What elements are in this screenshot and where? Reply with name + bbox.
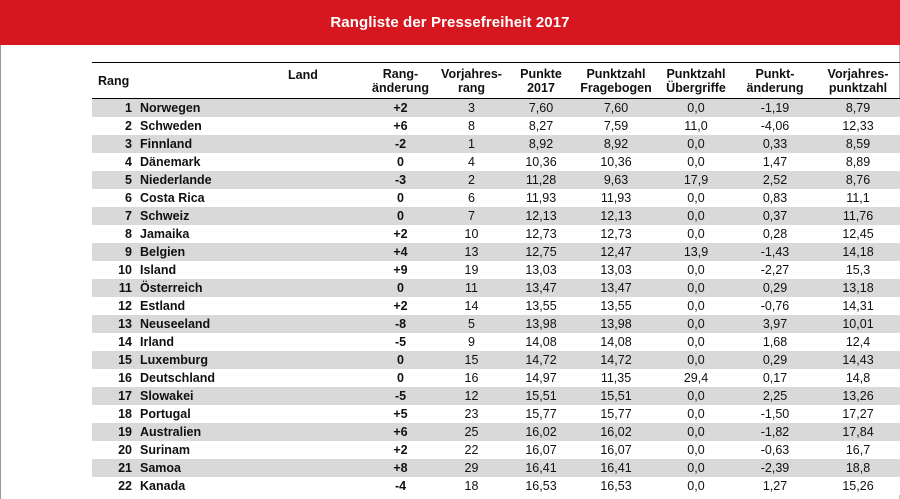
cell-prev-rank: 11 [465,281,478,295]
cell-points-attacks: 0,0 [687,407,705,421]
cell-points-attacks: 0,0 [687,353,705,367]
cell-rank: 4 [125,155,132,169]
cell-rank: 11 [118,281,132,295]
cell-points: 8,92 [528,137,554,151]
cell-points-questionnaire: 12,47 [600,245,632,259]
cell-prev-points: 12,45 [842,227,874,241]
cell-points-change: 0,17 [762,371,788,385]
press-freedom-table [92,62,900,495]
cell-prev-rank: 3 [468,101,475,115]
table-row [92,387,900,405]
cell-points-attacks: 0,0 [687,299,705,313]
cell-land: Norwegen [140,101,201,115]
cell-prev-points: 8,89 [845,155,871,169]
cell-prev-rank: 5 [468,317,475,331]
cell-prev-rank: 10 [464,227,479,241]
cell-rank-change: 0 [397,281,404,295]
table-row [92,369,900,387]
cell-points-questionnaire: 7,60 [603,101,629,115]
cell-points: 14,97 [525,371,557,385]
cell-prev-points: 13,18 [842,281,874,295]
cell-rank-change: +5 [393,407,408,421]
cell-points: 11,93 [525,191,557,205]
cell-points-change: -2,39 [760,461,790,475]
table-row [92,477,900,495]
table-row [92,459,900,477]
cell-prev-rank: 6 [468,191,475,205]
cell-points: 15,77 [525,407,557,421]
cell-points-change: -2,27 [760,263,790,277]
cell-rank-change: 0 [397,371,404,385]
cell-points: 12,73 [525,227,557,241]
header-points-attacks: Punktzahl Übergriffe [658,63,734,99]
header-row [92,63,900,99]
table-row [92,135,900,153]
cell-prev-rank: 15 [464,353,479,367]
cell-points-questionnaire: 11,93 [600,191,632,205]
cell-points-attacks: 0,0 [687,137,705,151]
cell-points: 16,02 [525,425,557,439]
cell-rank: 18 [118,407,132,421]
cell-prev-rank: 12 [464,389,479,403]
table-row [92,297,900,315]
cell-points-questionnaire: 10,36 [600,155,632,169]
header-prev-rank: Vorjahres- rang [435,63,508,99]
cell-prev-points: 14,31 [842,299,874,313]
table-row [92,117,900,135]
cell-points: 14,72 [525,353,557,367]
cell-points: 16,07 [525,443,557,457]
cell-points-change: 2,52 [762,173,788,187]
cell-prev-points: 11,1 [846,191,870,205]
cell-prev-points: 11,76 [842,209,874,223]
cell-rank-change: 0 [397,353,404,367]
cell-rank: 16 [118,371,132,385]
cell-points-change: -1,50 [760,407,790,421]
cell-land: Schweden [140,119,202,133]
table-row [92,351,900,369]
cell-land: Belgien [140,245,186,259]
cell-points-attacks: 0,0 [687,101,705,115]
cell-rank: 3 [125,137,132,151]
cell-prev-points: 14,43 [842,353,874,367]
cell-points-attacks: 0,0 [687,389,705,403]
cell-land: Dänemark [140,155,201,169]
cell-points-change: -1,82 [760,425,790,439]
cell-points-change: 0,29 [762,353,788,367]
table-row [92,189,900,207]
header-points-questionnaire: Punktzahl Fragebogen [574,63,658,99]
cell-prev-points: 15,26 [842,479,874,493]
cell-points: 13,03 [525,263,557,277]
cell-rank-change: -8 [394,317,407,331]
header-land: Land [138,63,366,99]
cell-rank-change: +2 [393,443,408,457]
cell-prev-points: 18,8 [845,461,871,475]
cell-land: Neuseeland [140,317,211,331]
table-row [92,315,900,333]
cell-land: Estland [140,299,186,313]
cell-prev-rank: 25 [464,425,479,439]
cell-land: Deutschland [140,371,216,385]
cell-prev-points: 14,18 [842,245,874,259]
cell-points-attacks: 0,0 [687,479,705,493]
cell-rank-change: +2 [393,227,408,241]
table-row [92,225,900,243]
cell-land: Samoa [140,461,181,475]
cell-points-attacks: 0,0 [687,209,705,223]
cell-prev-rank: 14 [464,299,479,313]
cell-prev-rank: 23 [464,407,479,421]
cell-points-attacks: 0,0 [687,317,705,331]
table-row [92,261,900,279]
cell-prev-rank: 29 [464,461,479,475]
table-row [92,207,900,225]
cell-land: Australien [140,425,202,439]
cell-land: Portugal [140,407,191,421]
table-row [92,153,900,171]
cell-prev-points: 8,59 [845,137,871,151]
title-banner [0,0,900,45]
cell-points-change: 2,25 [762,389,788,403]
cell-rank-change: 0 [397,155,404,169]
cell-points: 8,27 [528,119,554,133]
cell-points-questionnaire: 16,41 [600,461,632,475]
cell-points-questionnaire: 16,53 [600,479,632,493]
cell-points-questionnaire: 13,47 [600,281,632,295]
header-rank-change: Rang- änderung [366,63,435,99]
cell-prev-rank: 4 [468,155,475,169]
cell-rank: 2 [125,119,132,133]
cell-points: 13,47 [525,281,557,295]
cell-land: Luxemburg [140,353,209,367]
cell-points-change: 0,33 [762,137,788,151]
cell-points-change: -1,43 [760,245,790,259]
header-rank: Rang [92,63,138,99]
cell-points-attacks: 11,0 [684,119,708,133]
cell-land: Jamaika [140,227,190,241]
cell-points: 10,36 [525,155,557,169]
cell-rank-change: 0 [397,191,404,205]
cell-rank-change: -4 [394,479,407,493]
cell-points-change: 0,37 [762,209,788,223]
cell-points-questionnaire: 16,02 [600,425,632,439]
cell-points-questionnaire: 13,55 [600,299,632,313]
cell-rank-change: +6 [393,425,408,439]
cell-points: 13,98 [525,317,557,331]
table-row [92,333,900,351]
cell-points-questionnaire: 15,77 [600,407,632,421]
cell-prev-points: 17,84 [842,425,874,439]
cell-prev-rank: 8 [468,119,475,133]
cell-rank: 6 [125,191,132,205]
cell-land: Surinam [140,443,191,457]
cell-points-questionnaire: 9,63 [603,173,629,187]
cell-points: 13,55 [525,299,557,313]
cell-prev-rank: 13 [464,245,479,259]
cell-rank: 9 [125,245,132,259]
cell-prev-points: 8,79 [845,101,871,115]
cell-points-questionnaire: 15,51 [600,389,632,403]
cell-prev-points: 14,8 [845,371,871,385]
cell-rank: 14 [118,335,132,349]
cell-rank: 21 [118,461,132,475]
cell-rank-change: +8 [393,461,408,475]
cell-prev-rank: 19 [464,263,479,277]
cell-points-questionnaire: 12,73 [600,227,632,241]
cell-points-change: 0,29 [762,281,788,295]
cell-prev-points: 8,76 [845,173,871,187]
cell-prev-points: 16,7 [845,443,871,457]
cell-points: 16,41 [525,461,557,475]
cell-rank: 15 [118,353,132,367]
cell-points-attacks: 0,0 [687,227,705,241]
cell-land: Niederlande [140,173,212,187]
cell-points-attacks: 0,0 [687,281,705,295]
cell-rank-change: 0 [397,209,404,223]
cell-rank: 5 [125,173,132,187]
cell-rank-change: +2 [393,299,408,313]
cell-prev-points: 13,26 [842,389,874,403]
cell-prev-rank: 22 [464,443,479,457]
cell-points-questionnaire: 7,59 [603,119,629,133]
cell-points-questionnaire: 14,08 [600,335,632,349]
cell-rank: 20 [118,443,132,457]
cell-points-attacks: 0,0 [687,191,705,205]
cell-points-change: 1,68 [762,335,788,349]
table-row [92,171,900,189]
cell-points-questionnaire: 13,98 [600,317,632,331]
cell-prev-rank: 18 [464,479,479,493]
cell-points: 16,53 [525,479,557,493]
table-row [92,423,900,441]
page-title: Rangliste der Pressefreiheit 2017 [330,14,570,31]
cell-rank: 17 [118,389,132,403]
cell-points: 12,75 [525,245,557,259]
cell-points: 11,28 [525,173,557,187]
cell-points-change: 1,27 [762,479,788,493]
cell-points-attacks: 0,0 [687,155,705,169]
cell-prev-rank: 16 [464,371,479,385]
cell-rank-change: -5 [394,389,407,403]
cell-points-change: 0,83 [762,191,788,205]
cell-points: 7,60 [528,101,554,115]
cell-points-attacks: 0,0 [687,425,705,439]
cell-points-attacks: 17,9 [683,173,709,187]
cell-points: 12,13 [525,209,557,223]
cell-prev-points: 17,27 [842,407,874,421]
cell-points-questionnaire: 12,13 [600,209,632,223]
cell-land: Finnland [140,137,193,151]
cell-rank: 12 [118,299,132,313]
cell-rank: 1 [125,101,132,115]
table-row [92,99,900,118]
cell-prev-points: 10,01 [842,317,874,331]
cell-points-change: -4,06 [760,119,790,133]
cell-land: Österreich [140,281,203,295]
cell-points-change: -0,76 [760,299,790,313]
cell-points-questionnaire: 14,72 [600,353,632,367]
cell-points-change: 1,47 [762,155,788,169]
cell-land: Slowakei [140,389,194,403]
cell-rank: 8 [125,227,132,241]
cell-land: Costa Rica [140,191,205,205]
table-row [92,279,900,297]
cell-points-attacks: 0,0 [687,335,705,349]
cell-rank-change: +2 [393,101,408,115]
cell-points-questionnaire: 8,92 [603,137,629,151]
cell-rank-change: +6 [393,119,408,133]
table-row [92,243,900,261]
cell-points: 15,51 [525,389,557,403]
cell-rank-change: -2 [394,137,407,151]
cell-land: Irland [140,335,175,349]
cell-land: Island [140,263,177,277]
cell-rank: 19 [118,425,132,439]
cell-rank: 22 [118,479,132,493]
cell-points-attacks: 0,0 [687,263,705,277]
cell-prev-points: 15,3 [845,263,871,277]
cell-land: Schweiz [140,209,190,223]
cell-points-change: 3,97 [762,317,788,331]
cell-points-attacks: 0,0 [687,443,705,457]
left-border [0,45,1,499]
cell-points-questionnaire: 16,07 [600,443,632,457]
cell-prev-rank: 2 [468,173,475,187]
cell-rank: 13 [118,317,132,331]
cell-rank-change: +4 [393,245,408,259]
cell-prev-rank: 7 [468,209,475,223]
cell-prev-rank: 1 [468,137,475,151]
cell-rank: 7 [125,209,132,223]
cell-prev-rank: 9 [468,335,475,349]
cell-rank-change: +9 [393,263,408,277]
cell-land: Kanada [140,479,186,493]
cell-points: 14,08 [525,335,557,349]
header-points: Punkte 2017 [508,63,574,99]
cell-points-questionnaire: 11,35 [600,371,632,385]
cell-prev-points: 12,33 [842,119,874,133]
table-row [92,441,900,459]
cell-rank: 10 [118,263,132,277]
cell-prev-points: 12,4 [845,335,871,349]
cell-rank-change: -5 [394,335,407,349]
header-prev-points: Vorjahres- punktzahl [816,63,900,99]
table-row [92,405,900,423]
cell-points-attacks: 13,9 [683,245,709,259]
cell-points-change: -1,19 [760,101,790,115]
cell-points-change: -0,63 [760,443,790,457]
cell-points-attacks: 0,0 [687,461,705,475]
cell-points-change: 0,28 [762,227,788,241]
cell-points-questionnaire: 13,03 [600,263,632,277]
cell-points-attacks: 29,4 [683,371,709,385]
header-points-change: Punkt- änderung [734,63,816,99]
cell-rank-change: -3 [394,173,407,187]
